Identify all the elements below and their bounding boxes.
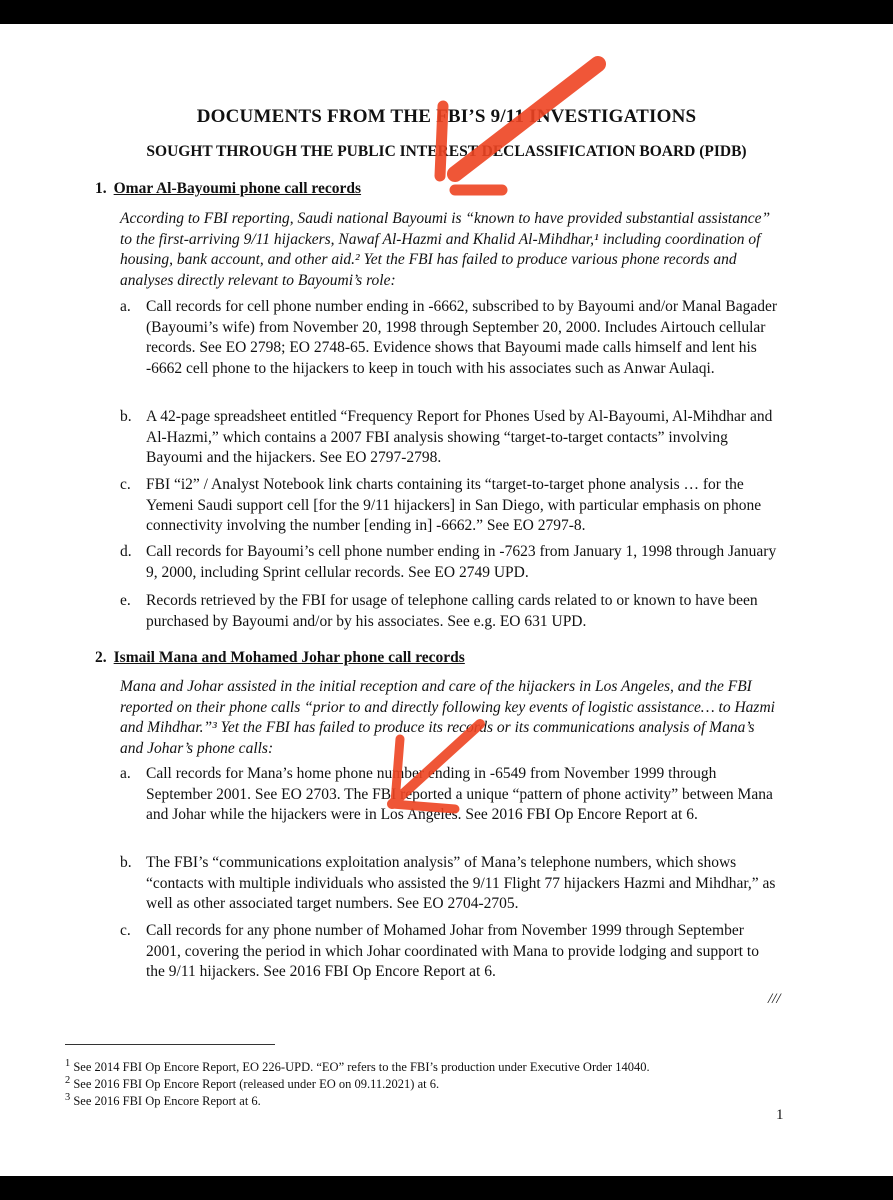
section-number: 1. [95,180,107,197]
item-label: a. [120,298,131,315]
footnote-text: See 2016 FBI Op Encore Report at 6. [73,1094,261,1109]
document-title: DOCUMENTS FROM THE FBI’S 9/11 INVESTIGATIONS [196,106,697,127]
item-text: Call records for cell phone number ending in -6662, subscribed to by Bayoumi and/or Manal Bagader (Bayoumi’s wife) from November 20, 1998 through September 20, 2000. Includes Airtouch cellular records. See EO 2798; EO 2748-65. Evidence shows that Bayoumi made calls himself and lent his -6662 cell phone to the hijackers to keep in touch with his associates such as Anwar Aulaqi. [146,298,778,377]
item-text: A 42-page spreadsheet entitled “Frequency Report for Phones Used by Al-Bayoumi, Al-Mihdhar and Al-Hazmi,” which contains a 2007 FBI analysis showing “target-to-target contacts” involving Bayoumi and the hijackers. See EO 2797-2798. [146,408,773,466]
footnote-number: 1 [65,1058,71,1069]
list-item [120,921,780,983]
item-label: e. [120,592,131,609]
section-number: 2. [95,649,107,666]
section-1-heading [95,180,361,198]
document-page [0,24,893,1176]
list-item [120,542,780,583]
section-1-intro: According to FBI reporting, Saudi national Bayoumi is “known to have provided substantial assistance” to the first-arriving 9/11 hijackers, Nawaf Al-Hazmi and Khalid Al-Mihdhar,¹ including coordination of housing, bank account, and other aid.² Yet the FBI has failed to produce various phone records and analyses directly relevant to Bayoumi’s role: [120,210,771,289]
item-label: c. [120,476,131,493]
section-2-heading [95,649,465,667]
section-2-intro: Mana and Johar assisted in the initial reception and care of the hijackers in Los Angeles, and the FBI reported on their phone calls “prior to and directly following key events of logistic assistance… to Hazmi and Mihdhar.”³ Yet the FBI has failed to produce its records or its communications analysis of Mana’s and Johar’s phone calls: [120,678,775,757]
item-label: b. [120,408,132,425]
document-subtitle: SOUGHT THROUGH THE PUBLIC INTEREST DECLASSIFICATION BOARD (PIDB) [146,143,747,160]
item-text: Call records for any phone number of Mohamed Johar from November 1999 through September 2001, covering the period in which Johar coordinated with Mana to provide lodging and support to the 9/11 hijackers. See 2016 FBI Op Encore Report at 6. [146,922,759,980]
footnote-number: 3 [65,1092,71,1103]
list-item [120,853,780,915]
footnote-text: See 2014 FBI Op Encore Report, EO 226-UPD. “EO” refers to the FBI’s production under Executive Order 14040. [73,1060,650,1075]
list-item [120,407,780,469]
footnote-divider [65,1044,275,1045]
footnote-number: 2 [65,1075,71,1086]
section-title: Ismail Mana and Mohamed Johar phone call records [113,649,465,666]
continuation-mark: /// [768,991,781,1007]
page-number: 1 [776,1107,784,1123]
list-item [120,297,780,379]
footnote-text: See 2016 FBI Op Encore Report (released under EO on 09.11.2021) at 6. [73,1077,440,1092]
item-text: Records retrieved by the FBI for usage of telephone calling cards related to or known to have been purchased by Bayoumi and/or by his associates. See e.g. EO 631 UPD. [146,592,758,630]
item-label: c. [120,922,131,939]
item-text: FBI “i2” / Analyst Notebook link charts containing its “target-to-target phone analysis … for the Yemeni Saudi support cell [for the 9/11 hijackers] in San Diego, with particular emphasis on phone connectivity involving the number [ending in] -6662.” See EO 2797-8. [146,476,762,534]
item-label: a. [120,765,131,782]
footnote [65,1090,261,1109]
item-text: Call records for Bayoumi’s cell phone number ending in -7623 from January 1, 1998 through January 9, 2000, including Sprint cellular records. See EO 2749 UPD. [146,543,777,581]
item-text: Call records for Mana’s home phone number ending in -6549 from November 1999 through September 2001. See EO 2703. The FBI reported a unique “pattern of phone activity” between Mana and Johar while the hijackers were in Los Angeles. See 2016 FBI Op Encore Report at 6. [146,765,773,823]
list-item [120,591,780,632]
list-item [120,475,780,537]
item-label: d. [120,543,132,560]
section-title: Omar Al-Bayoumi phone call records [113,180,362,197]
item-text: The FBI’s “communications exploitation analysis” of Mana’s telephone numbers, which shows “contacts with multiple individuals who assisted the 9/11 Flight 77 hijackers Hazmi and Mihdhar,” as well as other associated target numbers. See EO 2704-2705. [146,854,776,912]
list-item [120,764,780,826]
item-label: b. [120,854,132,871]
